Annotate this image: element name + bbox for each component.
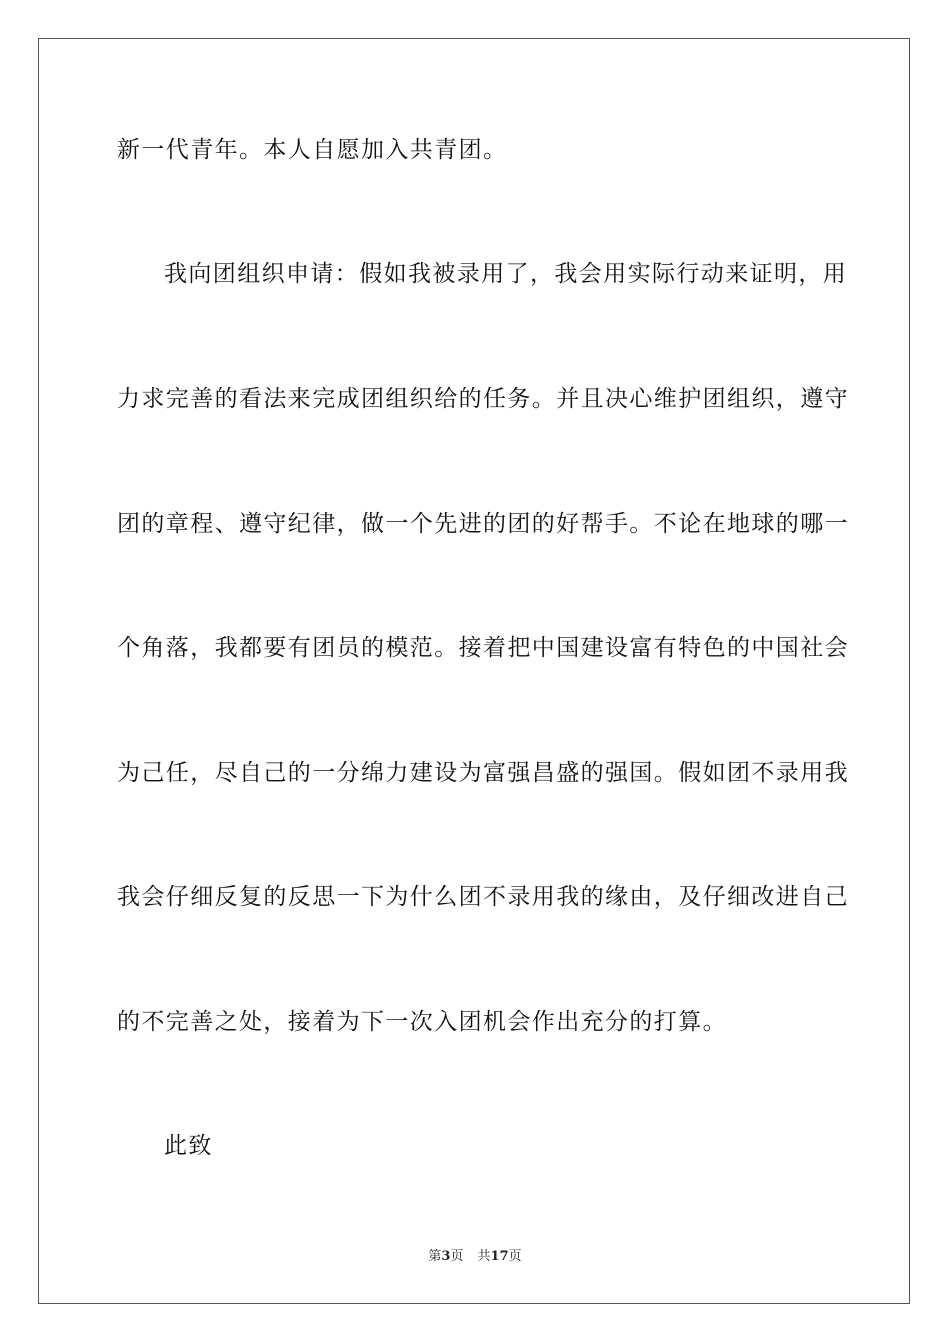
- closing-salutation: 此致: [164, 1133, 213, 1159]
- body-line-3: 力求完善的看法来完成团组织给的任务。并且决心维护团组织，遵守: [117, 386, 849, 412]
- total-pages: 17: [490, 1249, 509, 1264]
- body-line-7: 我会仔细反复的反思一下为什么团不录用我的缘由，及仔细改进自己: [117, 884, 849, 910]
- page-border: [38, 38, 910, 1304]
- body-line-8: 的不完善之处，接着为下一次入团机会作出充分的打算。: [117, 1009, 727, 1035]
- page-suffix: 页: [450, 1249, 464, 1264]
- body-line-1: 新一代青年。本人自愿加入共青团。: [117, 137, 508, 163]
- total-prefix: 共: [477, 1249, 491, 1264]
- body-line-2: 我向团组织申请：假如我被录用了，我会用实际行动来证明，用: [164, 261, 848, 287]
- page-footer: [0, 1248, 950, 1266]
- page-number: 3: [441, 1249, 451, 1264]
- body-line-6: 为己任，尽自己的一分绵力建设为富强昌盛的强国。假如团不录用我: [117, 760, 849, 786]
- body-line-4: 团的章程、遵守纪律，做一个先进的团的好帮手。不论在地球的哪一: [117, 511, 849, 537]
- body-line-5: 个角落，我都要有团员的模范。接着把中国建设富有特色的中国社会: [117, 635, 849, 661]
- page-prefix: 第: [428, 1249, 442, 1264]
- total-suffix: 页: [508, 1249, 522, 1264]
